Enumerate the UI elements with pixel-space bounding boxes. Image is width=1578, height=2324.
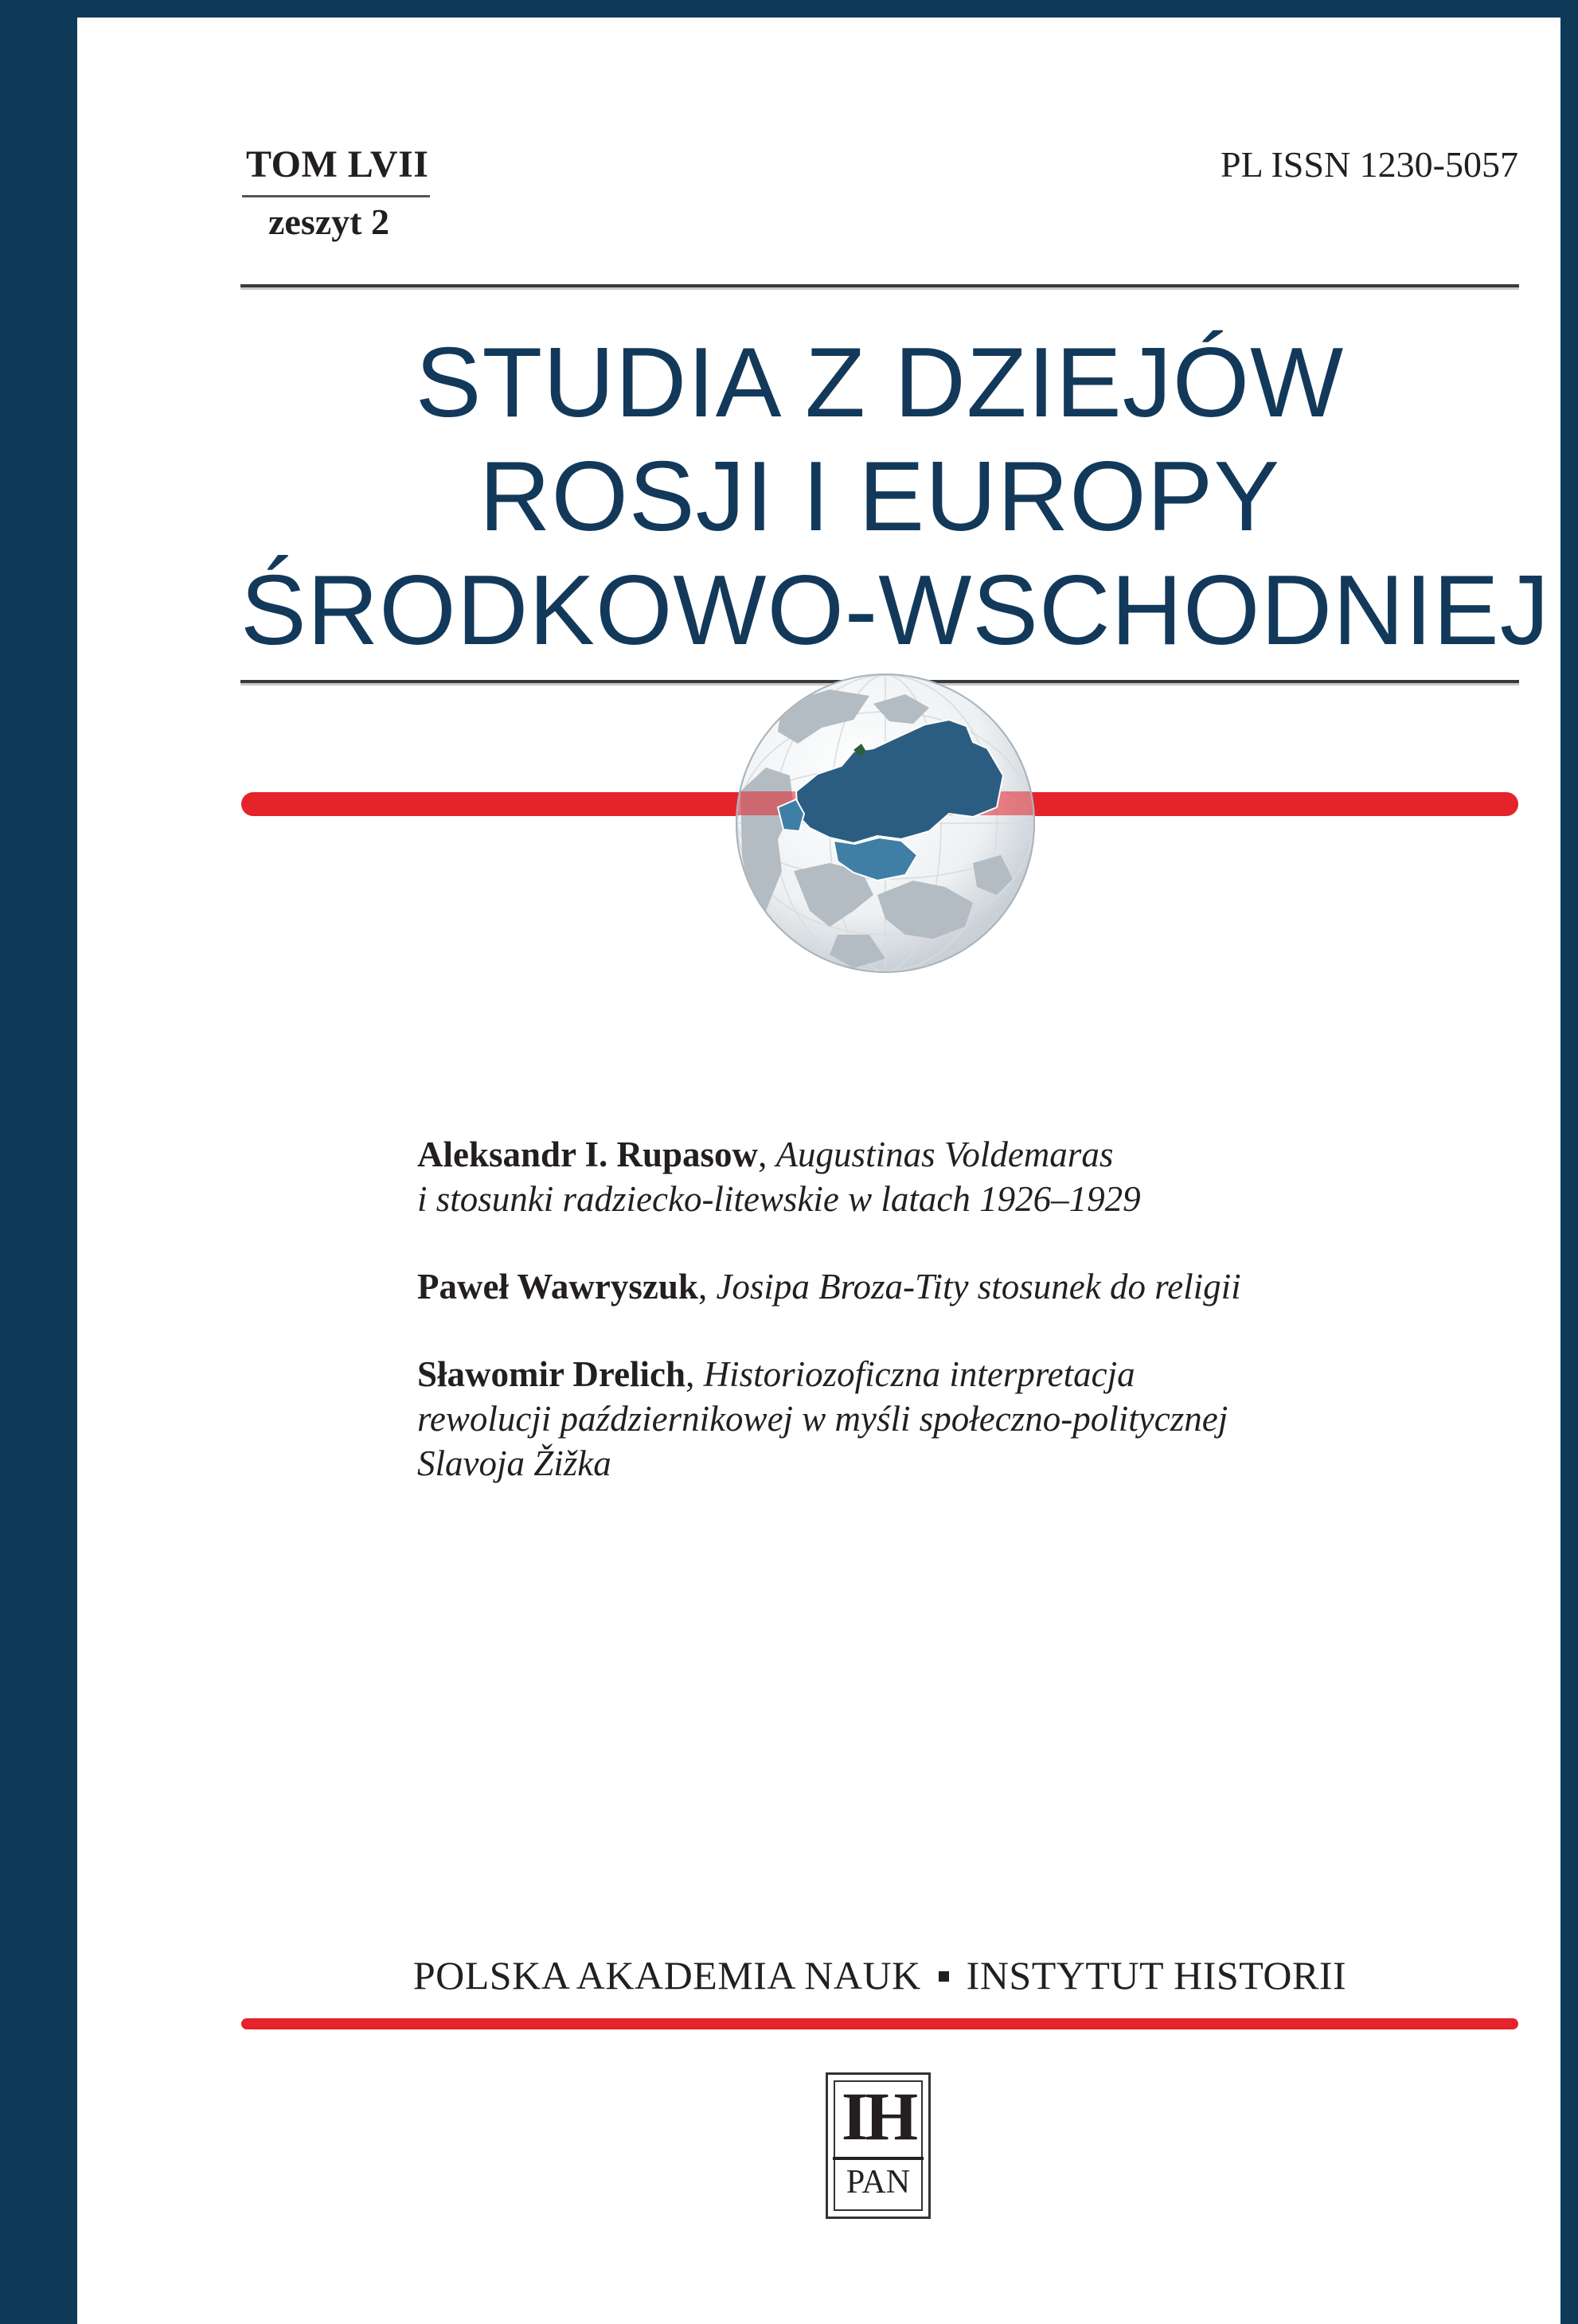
article-title: Josipa Broza-Tity stosunek do religii [716, 1267, 1241, 1307]
article-author: Paweł Wawryszuk [417, 1267, 698, 1307]
article-separator: , [697, 1267, 717, 1307]
square-bullet-icon [939, 1971, 949, 1982]
article-author: Sławomir Drelich [417, 1354, 686, 1394]
ih-pan-logo [826, 2072, 931, 2219]
article-title-continued: i stosunki radziecko-litewskie w latach 1926–1929 [417, 1179, 1141, 1219]
logo-ih-text: IH [841, 2078, 916, 2154]
article-title-continued: Slavoja Žižka [417, 1443, 611, 1483]
article-entry-1 [417, 1132, 1452, 1221]
article-separator: , [685, 1354, 704, 1394]
publisher-line [240, 1952, 1519, 1998]
logo-divider [833, 2157, 924, 2160]
article-title: Augustinas Voldemaras [775, 1135, 1114, 1174]
top-rule-shadow [240, 287, 1519, 290]
volume-label: TOM LVII [246, 143, 429, 186]
bottom-red-bar [241, 2018, 1518, 2029]
article-entry-2 [417, 1264, 1452, 1309]
journal-title-line-3: ŚRODKOWO-WSCHODNIEJ [240, 556, 1550, 666]
article-title-continued: rewolucji październikowej w myśli społeczno-politycznej [417, 1399, 1228, 1439]
journal-title [240, 326, 1550, 668]
journal-title-line-2: ROSJI I EUROPY [478, 442, 1281, 552]
publisher-institute: INSTYTUT HISTORII [966, 1953, 1347, 1998]
issue-label: zeszyt 2 [268, 201, 389, 242]
journal-title-line-1: STUDIA Z DZIEJÓW [415, 328, 1345, 438]
article-entry-3 [417, 1352, 1452, 1486]
article-title: Historiozoficzna interpretacja [703, 1354, 1135, 1394]
article-author: Aleksandr I. Rupasow [417, 1135, 759, 1174]
cover-page [77, 18, 1560, 2324]
article-list [417, 1132, 1452, 1529]
issn-label: PL ISSN 1230-5057 [1221, 144, 1518, 185]
globe-icon [734, 672, 1037, 975]
publisher-academy: POLSKA AKADEMIA NAUK [412, 1953, 921, 1998]
article-separator: , [758, 1135, 776, 1174]
volume-divider [242, 195, 430, 197]
logo-pan-text: PAN [846, 2164, 911, 2201]
